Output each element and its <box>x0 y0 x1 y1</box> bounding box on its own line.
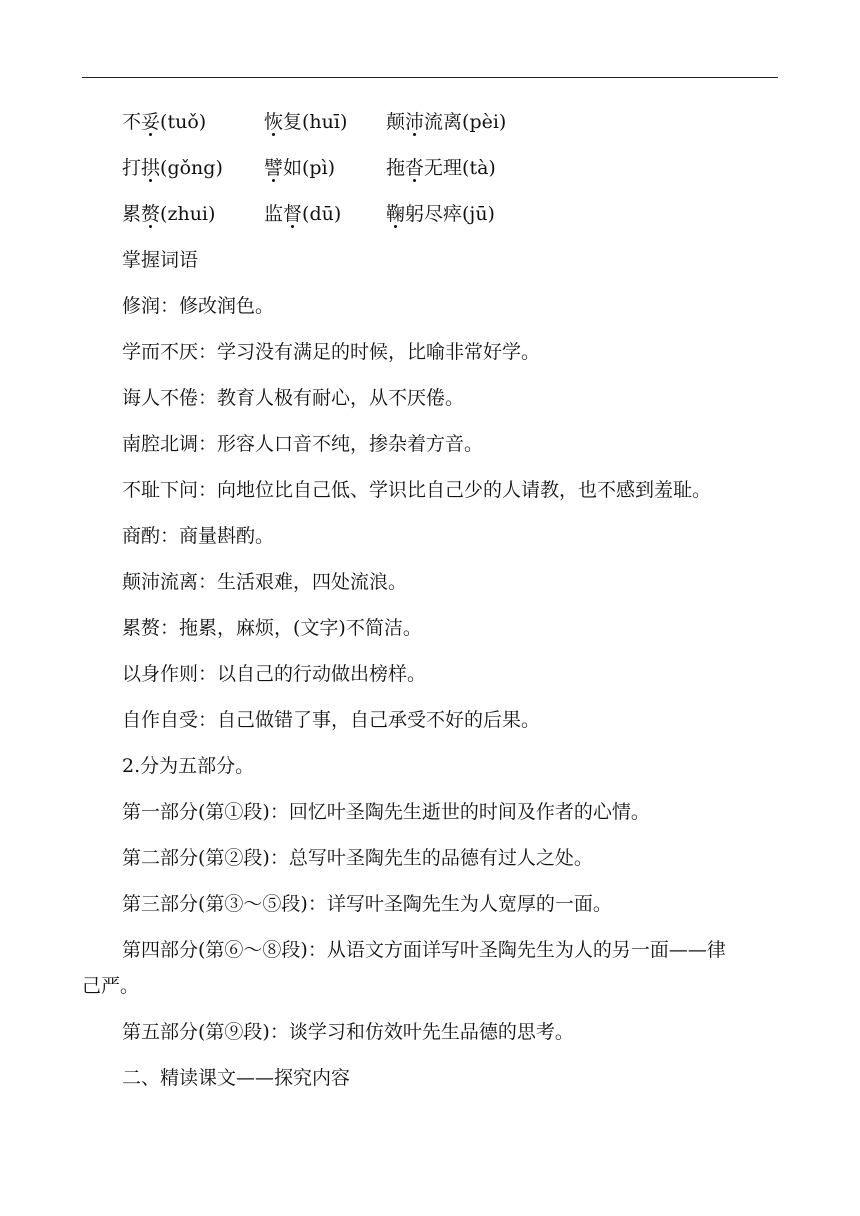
definition-line: 商酌：商量斟酌。 <box>122 525 275 547</box>
emphasis-dot-char: 赘 <box>141 203 161 225</box>
emphasis-dot-char: 督 <box>283 203 303 225</box>
definition-line: 诲人不倦：教育人极有耐心，从不厌倦。 <box>122 387 465 409</box>
pinyin-item: 累赘(zhui) <box>122 203 216 225</box>
pinyin-row-2 <box>122 150 782 196</box>
emphasis-dot-char: 妥 <box>141 111 161 133</box>
definition-line: 颠沛流离：生活艰难，四处流浪。 <box>122 571 408 593</box>
pinyin-item: 颠沛流离(pèi) <box>386 111 507 133</box>
definition-line: 修润：修改润色。 <box>122 295 275 317</box>
definition-line: 不耻下问：向地位比自己低、学识比自己少的人请教，也不感到羞耻。 <box>122 479 712 501</box>
section-heading: 二、精读课文——探究内容 <box>122 1067 351 1089</box>
document-body <box>82 104 782 1106</box>
pinyin-item: 恢复(huī) <box>264 111 348 133</box>
emphasis-dot-char: 恢 <box>264 111 284 133</box>
part-line: 第五部分(第⑨段)：谈学习和仿效叶先生品德的思考。 <box>122 1021 574 1043</box>
emphasis-dot-char: 沛 <box>405 111 425 133</box>
emphasis-dot-char: 沓 <box>405 157 425 179</box>
part-4-paragraph <box>82 932 782 1004</box>
part-4-line-2: 己严。 <box>82 975 140 997</box>
definition-line: 累赘：拖累，麻烦，(文字)不简洁。 <box>122 617 422 639</box>
part-line: 第二部分(第②段)：总写叶圣陶先生的品德有过人之处。 <box>122 847 593 869</box>
definition-line: 南腔北调：形容人口音不纯，掺杂着方音。 <box>122 433 484 455</box>
section-2-title: 2.分为五部分。 <box>122 755 255 777</box>
pinyin-row-1 <box>122 104 782 150</box>
emphasis-dot-char: 譬 <box>264 157 284 179</box>
definition-line: 自作自受：自己做错了事，自己承受不好的后果。 <box>122 709 541 731</box>
section-heading-words: 掌握词语 <box>122 249 199 271</box>
pinyin-row-3 <box>122 196 782 242</box>
emphasis-dot-char: 鞠 <box>386 203 406 225</box>
pinyin-item: 拖沓无理(tà) <box>386 157 496 179</box>
definition-line: 学而不厌：学习没有满足的时候，比喻非常好学。 <box>122 341 541 363</box>
part-line: 第三部分(第③～⑤段)：详写叶圣陶先生为人宽厚的一面。 <box>122 893 612 915</box>
pinyin-item: 鞠躬尽瘁(jū) <box>386 203 495 225</box>
definition-line: 以身作则：以自己的行动做出榜样。 <box>122 663 427 685</box>
emphasis-dot-char: 拱 <box>141 157 161 179</box>
header-rule <box>82 77 778 78</box>
pinyin-item: 监督(dū) <box>264 203 342 225</box>
part-4-line-1: 第四部分(第⑥～⑧段)：从语文方面详写叶圣陶先生为人的另一面——律 <box>122 939 726 961</box>
pinyin-item: 打拱(gǒng) <box>122 157 223 179</box>
pinyin-item: 不妥(tuǒ) <box>122 111 207 133</box>
pinyin-item: 譬如(pì) <box>264 157 336 179</box>
part-line: 第一部分(第①段)：回忆叶圣陶先生逝世的时间及作者的心情。 <box>122 801 650 823</box>
